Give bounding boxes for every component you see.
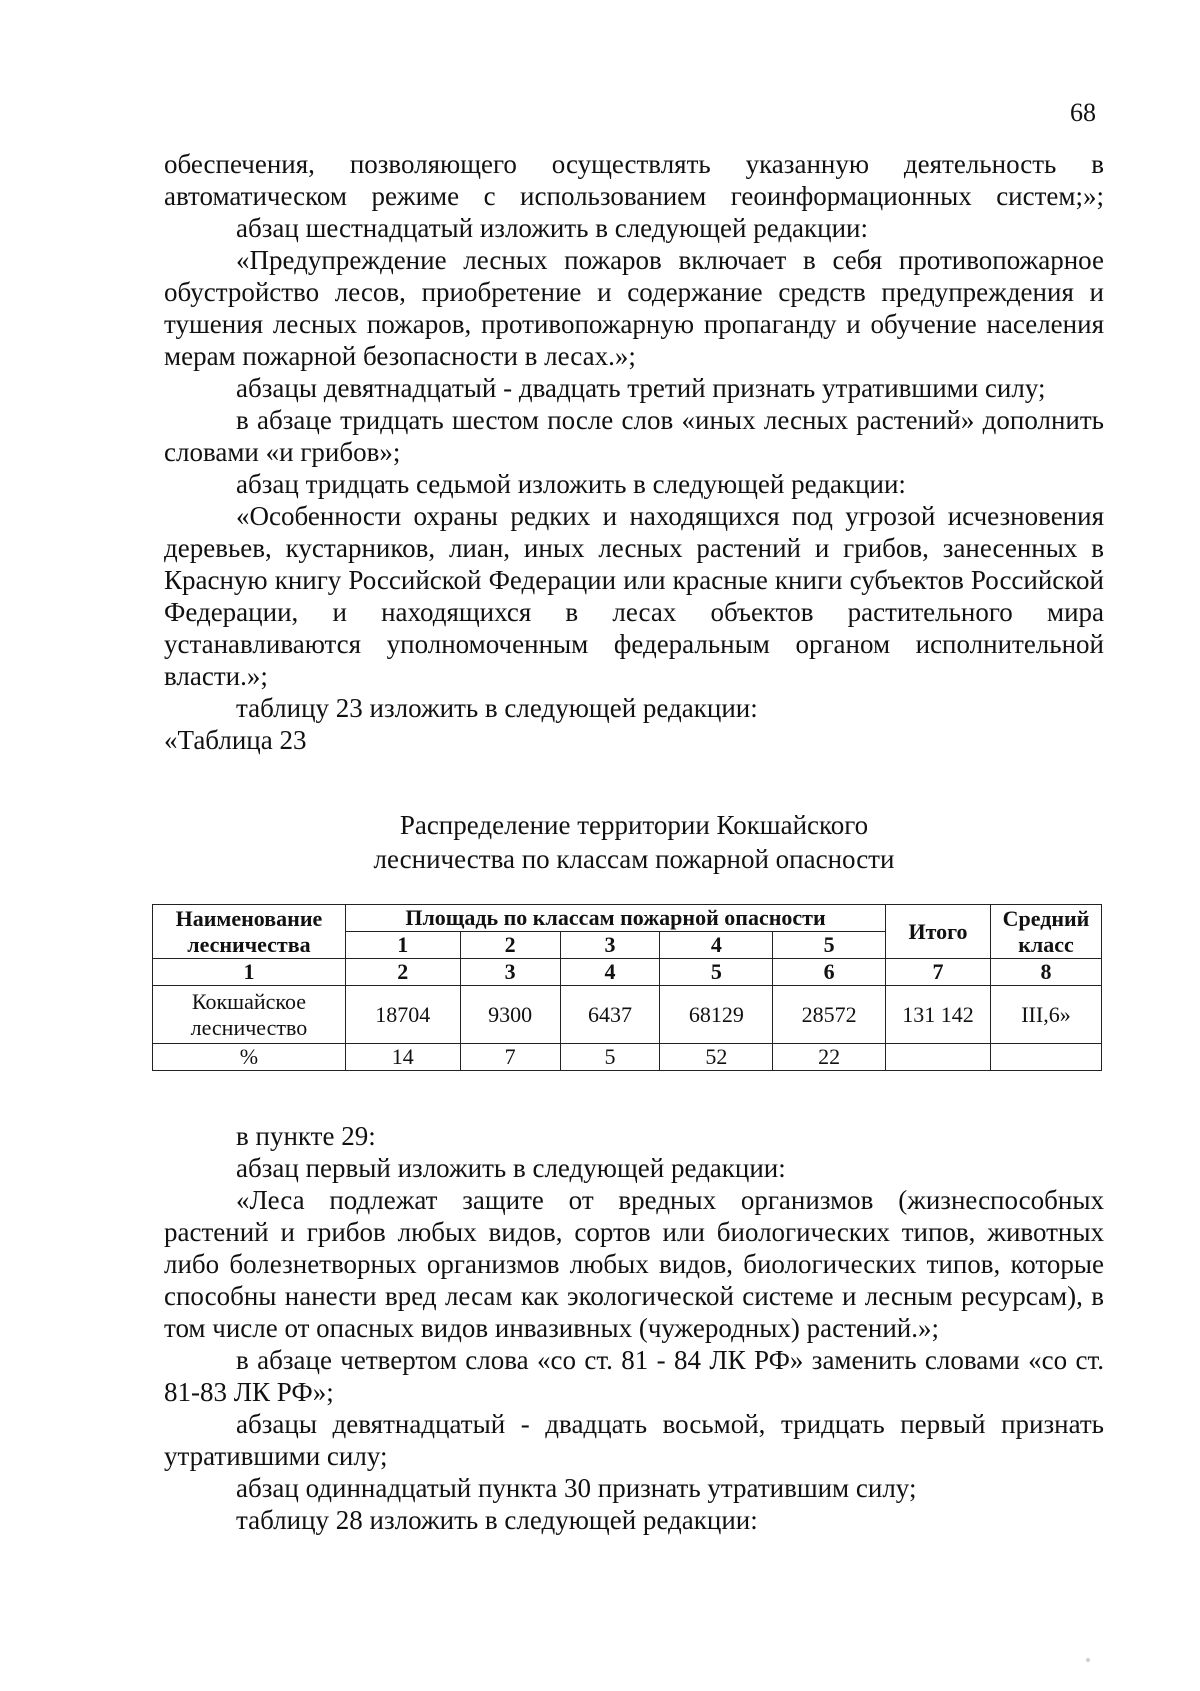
empty-cell	[886, 1044, 991, 1071]
header-name	[153, 905, 346, 959]
page-number: 68	[1070, 98, 1096, 127]
paragraph: в абзаце тридцать шестом после слов «иных лесных растений» дополнить словами «и грибов»;	[164, 405, 1104, 467]
percent-value: 5	[560, 1044, 660, 1071]
scan-dot	[1086, 1658, 1090, 1662]
area-value: 6437	[560, 986, 660, 1044]
empty-cell	[990, 1044, 1101, 1071]
paragraph: «Леса подлежат защите от вредных организмов (жизнеспособных растений и грибов любых видов, сортов или биологических типов, животных либо болезнетворных организмов любых видов, биологических типов, которые способны нанести вред лесам как экологической системе и лесным ресурсам), в том числе от опасных видов инвазивных (чужеродных) растений.»;	[164, 1185, 1104, 1343]
class-label: 3	[560, 932, 660, 959]
paragraph: «Особенности охраны редких и находящихся под угрозой исчезновения деревьев, кустарников, лиан, иных лесных растений и грибов, занесенных в Красную книгу Российской Федерации или красные книги субъектов Российской Федерации, и находящихся в лесах объектов растительного мира устанавливаются уполномоченным федеральным органом исполнительной власти.»;	[164, 501, 1104, 691]
row-name-line: Кокшайское	[191, 988, 306, 1014]
percent-value: 22	[773, 1044, 886, 1071]
percent-label: %	[153, 1044, 346, 1071]
percent-value: 14	[345, 1044, 460, 1071]
area-value: 68129	[660, 986, 773, 1044]
total-value: 131 142	[886, 986, 991, 1044]
percent-row	[153, 1044, 1102, 1071]
paragraph: абзац шестнадцатый изложить в следующей редакции:	[236, 213, 869, 243]
column-number: 8	[990, 959, 1101, 986]
class-label: 2	[460, 932, 560, 959]
paragraph: таблицу 28 изложить в следующей редакции:	[236, 1505, 758, 1535]
header-name-line: Наименование	[175, 905, 323, 931]
percent-value: 52	[660, 1044, 773, 1071]
body-text-bottom	[164, 1120, 1104, 1536]
paragraph: «Предупреждение лесных пожаров включает в себя противопожарное обустройство лесов, приобретение и содержание средств предупреждения и тушения лесных пожаров, противопожарную пропаганду и обучение населения мерам пожарной безопасности в лесах.»;	[164, 245, 1104, 371]
class-label: 1	[345, 932, 460, 959]
avg-class-value: III,6»	[990, 986, 1101, 1044]
header-name-line: лесничества	[187, 931, 311, 957]
table-header-row	[153, 905, 1102, 932]
paragraph: абзац тридцать седьмой изложить в следующей редакции:	[236, 469, 906, 499]
column-number: 1	[153, 959, 346, 986]
paragraph: абзац первый изложить в следующей редакции:	[236, 1153, 786, 1183]
header-avg-line: Средний	[1002, 905, 1090, 931]
header-area: Площадь по классам пожарной опасности	[345, 905, 885, 932]
paragraph: в абзаце четвертом слова «со ст. 81 - 84 ЛК РФ» заменить словами «со ст. 81-83 ЛК РФ»;	[164, 1345, 1104, 1407]
fire-danger-table	[152, 904, 1102, 1071]
area-value: 28572	[773, 986, 886, 1044]
area-value: 18704	[345, 986, 460, 1044]
header-avg-class	[990, 905, 1101, 959]
area-value: 9300	[460, 986, 560, 1044]
paragraph: абзацы девятнадцатый - двадцать третий признать утратившими силу;	[236, 373, 1046, 403]
paragraph: обеспечения, позволяющего осуществлять указанную деятельность в автоматическом режиме с использованием геоинформационных систем;»;	[164, 149, 1104, 211]
column-number: 5	[660, 959, 773, 986]
paragraph: в пункте 29:	[236, 1121, 376, 1151]
column-number: 3	[460, 959, 560, 986]
row-name	[153, 986, 346, 1044]
row-name-line: лесничество	[190, 1014, 308, 1040]
paragraph: абзацы девятнадцатый - двадцать восьмой, тридцать первый признать утратившими силу;	[164, 1409, 1104, 1471]
column-number: 4	[560, 959, 660, 986]
body-text-top	[164, 148, 1104, 756]
table-caption-line: лесничества по классам пожарной опасности	[373, 844, 895, 874]
table-row	[153, 986, 1102, 1044]
class-label: 5	[773, 932, 886, 959]
table-caption-line: Распределение территории Кокшайского	[399, 810, 869, 840]
table-caption	[164, 808, 1104, 876]
class-label: 4	[660, 932, 773, 959]
percent-value: 7	[460, 1044, 560, 1071]
column-number: 7	[886, 959, 991, 986]
paragraph: абзац одиннадцатый пункта 30 признать утратившим силу;	[236, 1473, 917, 1503]
column-number-row	[153, 959, 1102, 986]
column-number: 2	[345, 959, 460, 986]
paragraph: таблицу 23 изложить в следующей редакции:	[236, 693, 758, 723]
table-label: «Таблица 23	[164, 725, 307, 755]
header-total: Итого	[886, 905, 991, 959]
column-number: 6	[773, 959, 886, 986]
header-avg-line: класс	[1018, 931, 1074, 957]
